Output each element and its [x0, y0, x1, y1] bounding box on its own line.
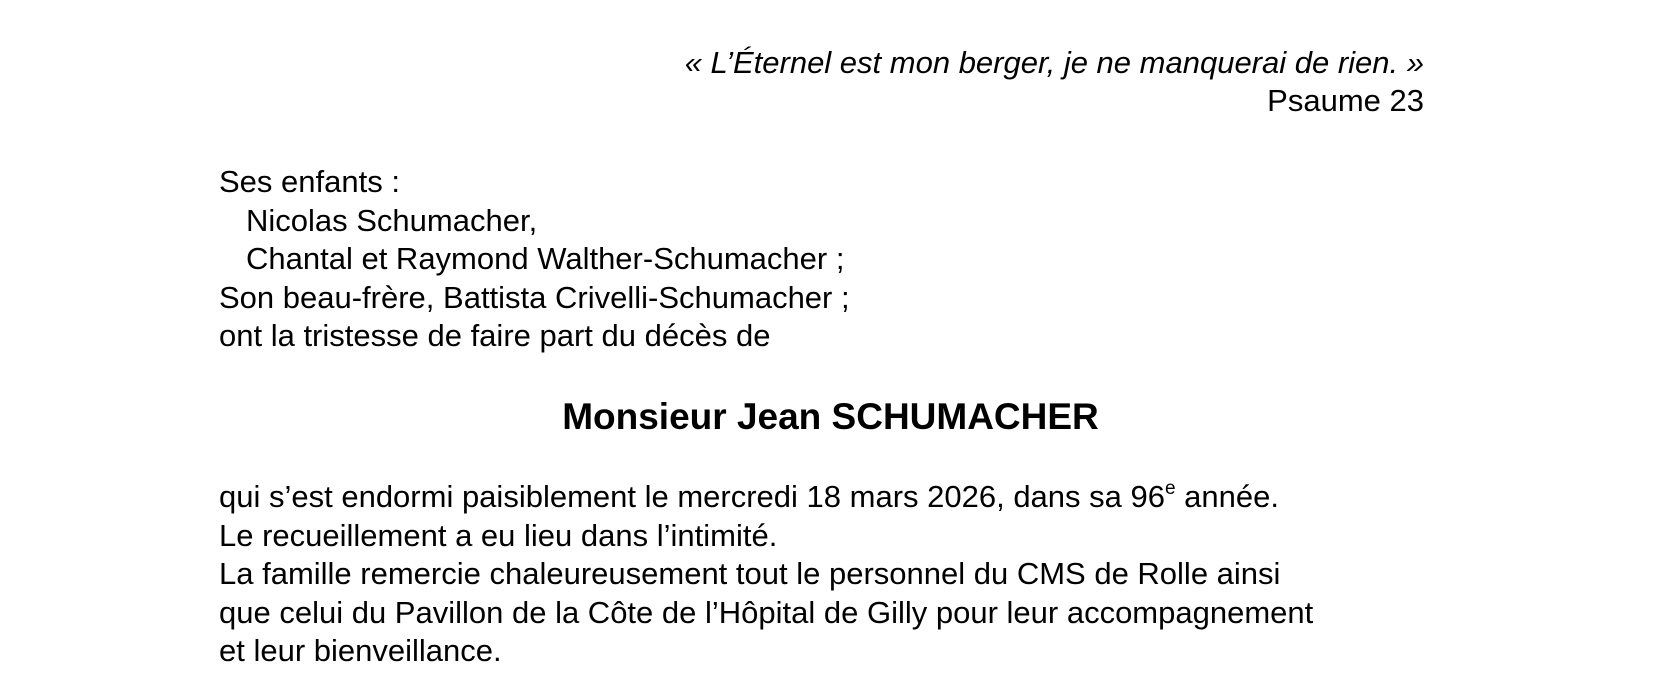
epigraph-reference: Psaume 23 [1267, 83, 1424, 118]
children-heading: Ses enfants : [219, 164, 400, 199]
notice-line: et leur bienveillance. [219, 633, 502, 668]
deceased-name: Monsieur Jean SCHUMACHER [562, 396, 1099, 437]
epigraph [685, 44, 1424, 120]
notice-line: La famille remercie chaleureusement tout le personnel du CMS de Rolle ainsi [219, 556, 1281, 591]
notice-line: que celui du Pavillon de la Côte de l’Hôpital de Gilly pour leur accompagnement [219, 594, 1314, 630]
ordinal-suffix: e [1164, 477, 1176, 499]
notice-line-text: qui s’est endormi paisiblement le mercredi 18 mars 2026, dans sa 96 [219, 479, 1165, 514]
notice-line [219, 478, 1313, 517]
in-law-name: Son beau-frère, Battista Crivelli-Schumacher ; [219, 279, 850, 315]
notice-line: Le recueillement a eu lieu dans l’intimité. [219, 517, 778, 553]
family-list [219, 163, 850, 356]
epigraph-quote: « L’Éternel est mon berger, je ne manquerai de rien. » [684, 45, 1424, 80]
notice-text [219, 478, 1313, 671]
notice-line-text: année. [1175, 479, 1279, 514]
child-name: Nicolas Schumacher, [246, 202, 538, 238]
child-name: Chantal et Raymond Walther-Schumacher ; [246, 241, 845, 276]
announcement-text: ont la tristesse de faire part du décès de [219, 318, 771, 353]
